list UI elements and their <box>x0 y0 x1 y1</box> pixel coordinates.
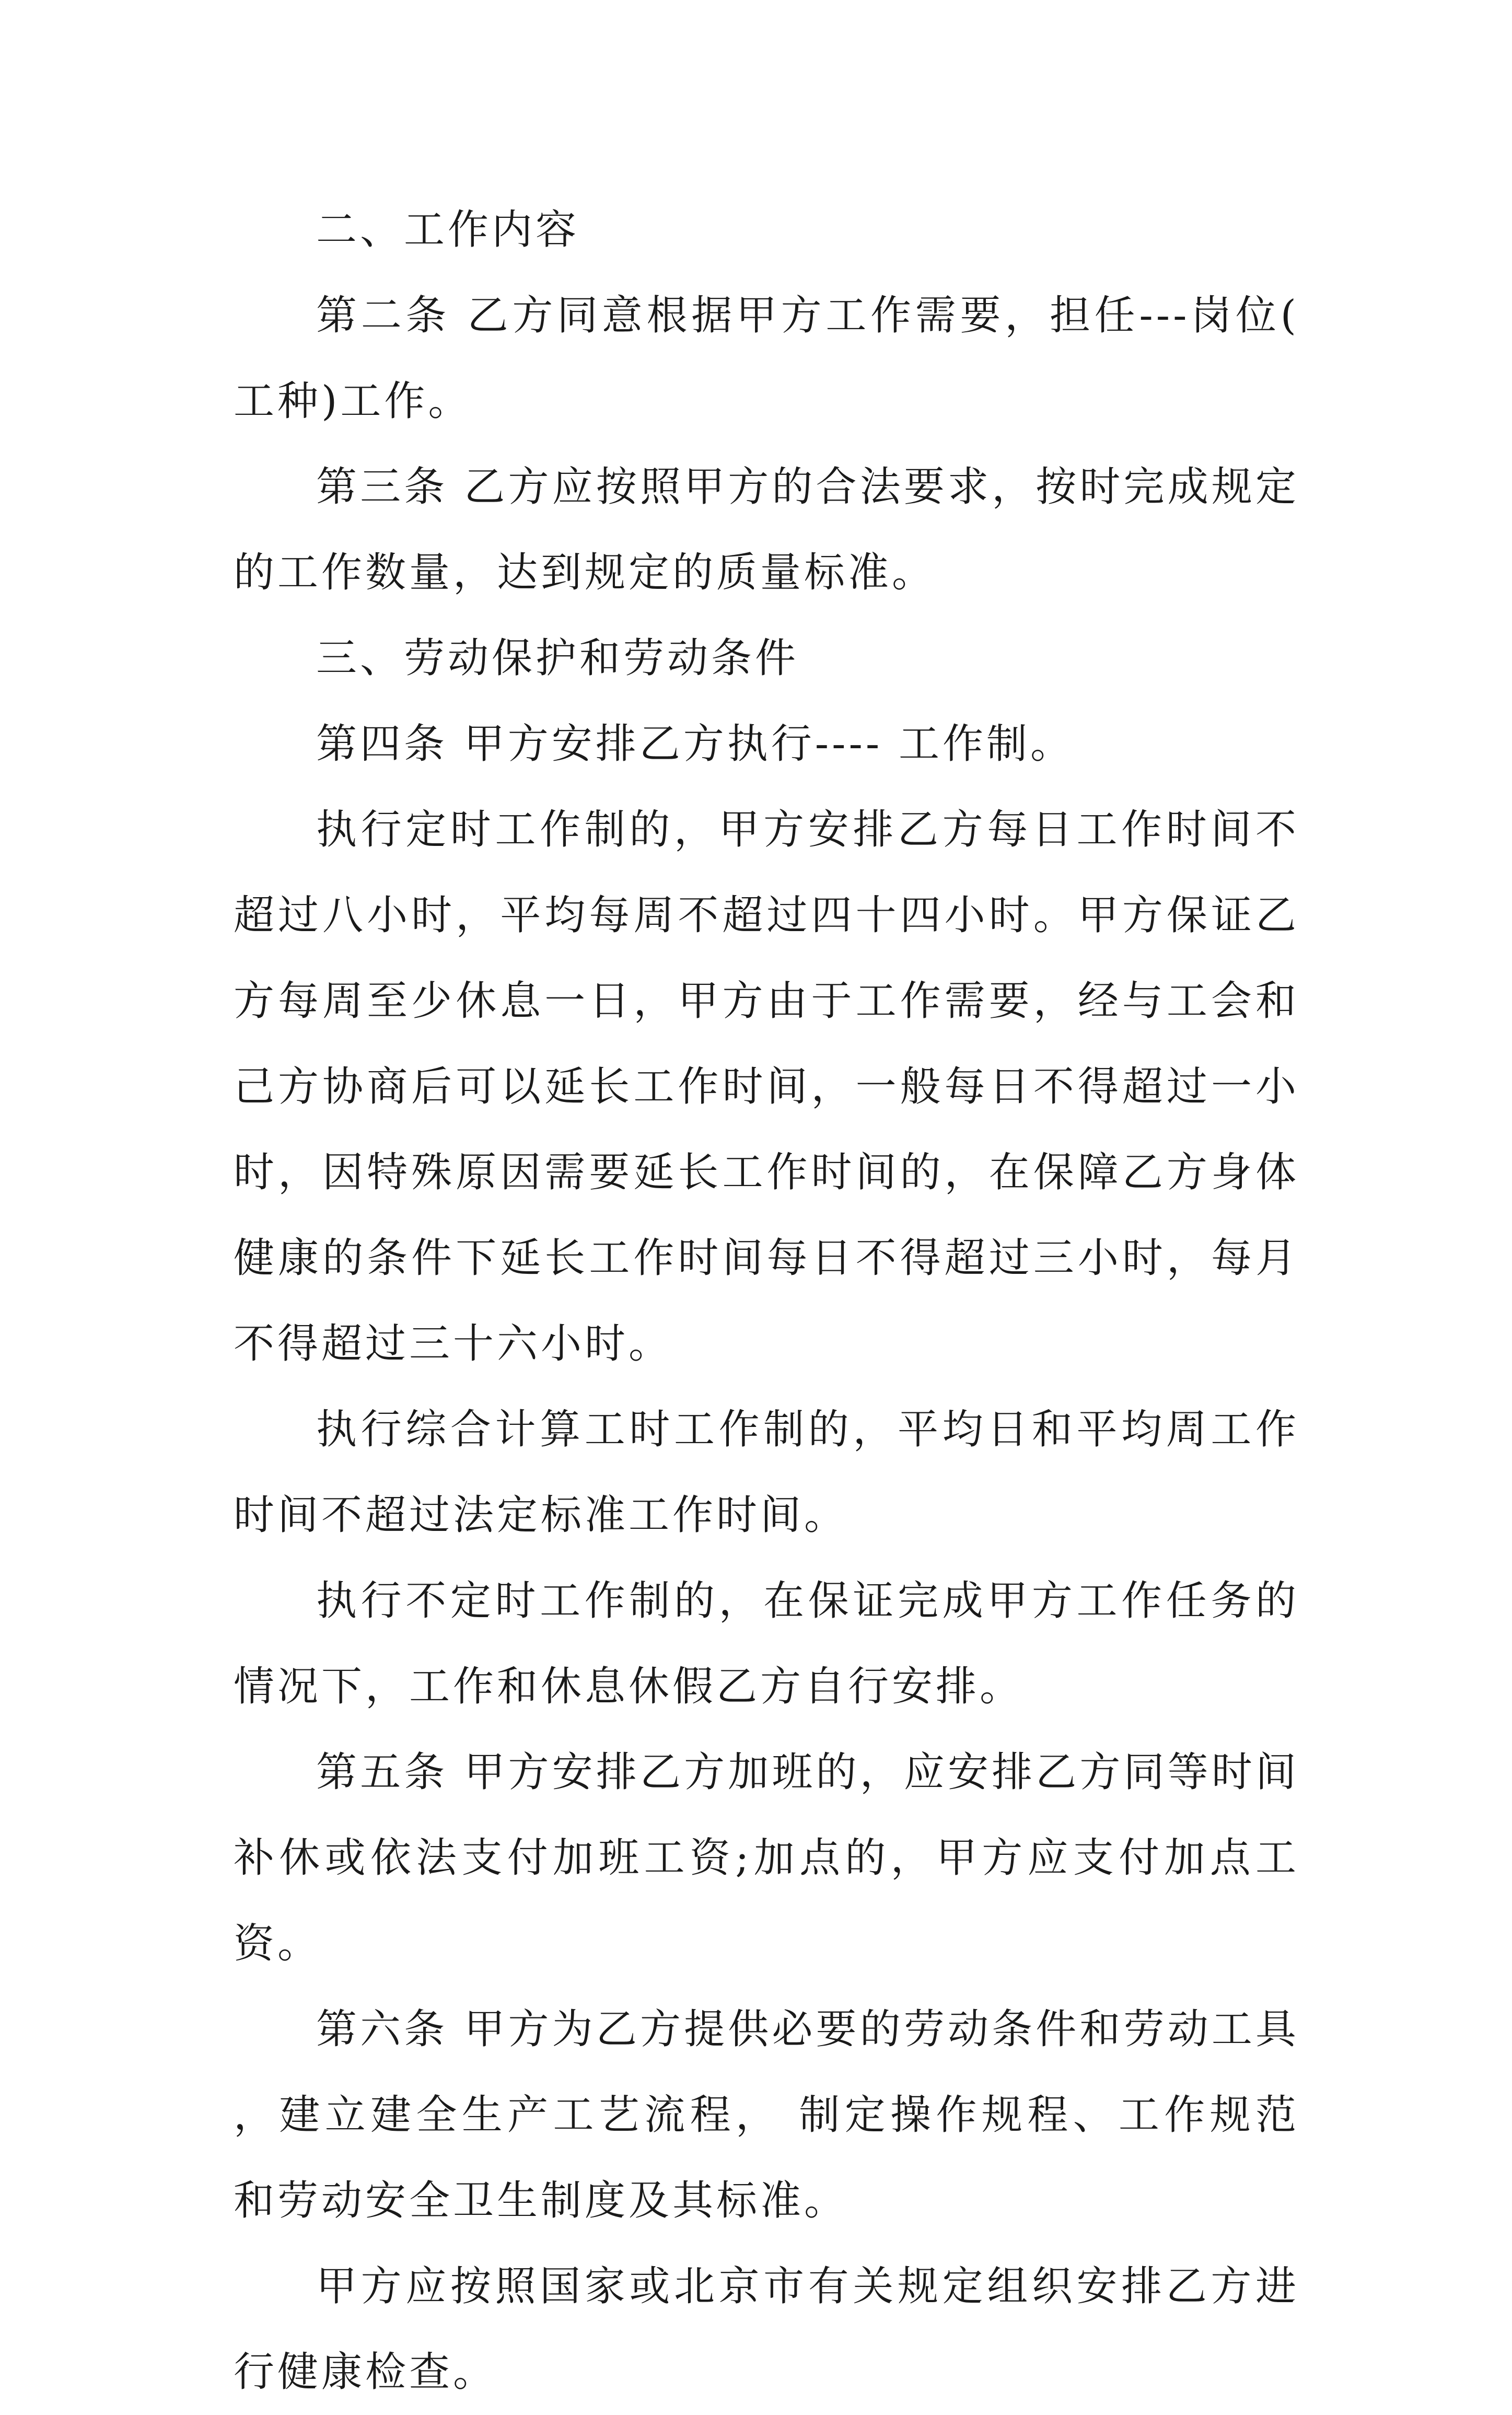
paragraph-flexible-hours: 执行不定时工作制的，在保证完成甲方工作任务的情况下，工作和休息休假乙方自行安排。 <box>234 1577 1299 1710</box>
paragraph-fixed-hours: 执行定时工作制的，甲方安排乙方每日工作时间不超过八小时，平均每周不超过四十四小时。甲方保证乙方每周至少休息一日，甲方由于工作需要，经与工会和己方协商后可以延长工作时间，一般每日不得超过一小时，因特殊原因需要延长工作时间的，在保障乙方身体健康的条件下延长工作时间每日不得超过三小时，每月不得超过三十六小时。 <box>234 806 1299 1367</box>
article-4: 第四条 甲方安排乙方执行---- 工作制。 <box>316 721 1075 768</box>
section-heading-work-content: 二、工作内容 <box>316 206 580 253</box>
article-5: 第五条 甲方安排乙方加班的，应安排乙方同等时间补休或依法支付加班工资;加点的，甲方应支付加点工资。 <box>234 1749 1299 1967</box>
paragraph-comprehensive-hours: 执行综合计算工时工作制的，平均日和平均周工作时间不超过法定标准工作时间。 <box>234 1406 1299 1539</box>
paragraph-health-check: 甲方应按照国家或北京市有关规定组织安排乙方进行健康检查。 <box>234 2263 1299 2396</box>
section-heading-labor-protection: 三、劳动保护和劳动条件 <box>316 635 799 682</box>
article-2: 第二条 乙方同意根据甲方工作需要，担任---岗位(工种)工作。 <box>234 292 1299 425</box>
article-3: 第三条 乙方应按照甲方的合法要求，按时完成规定的工作数量，达到规定的质量标准。 <box>234 463 1299 596</box>
document-body <box>234 187 1299 2415</box>
article-6: 第六条 甲方为乙方提供必要的劳动条件和劳动工具，建立建全生产工艺流程， 制定操作规程、工作规范和劳动安全卫生制度及其标准。 <box>234 2006 1299 2224</box>
